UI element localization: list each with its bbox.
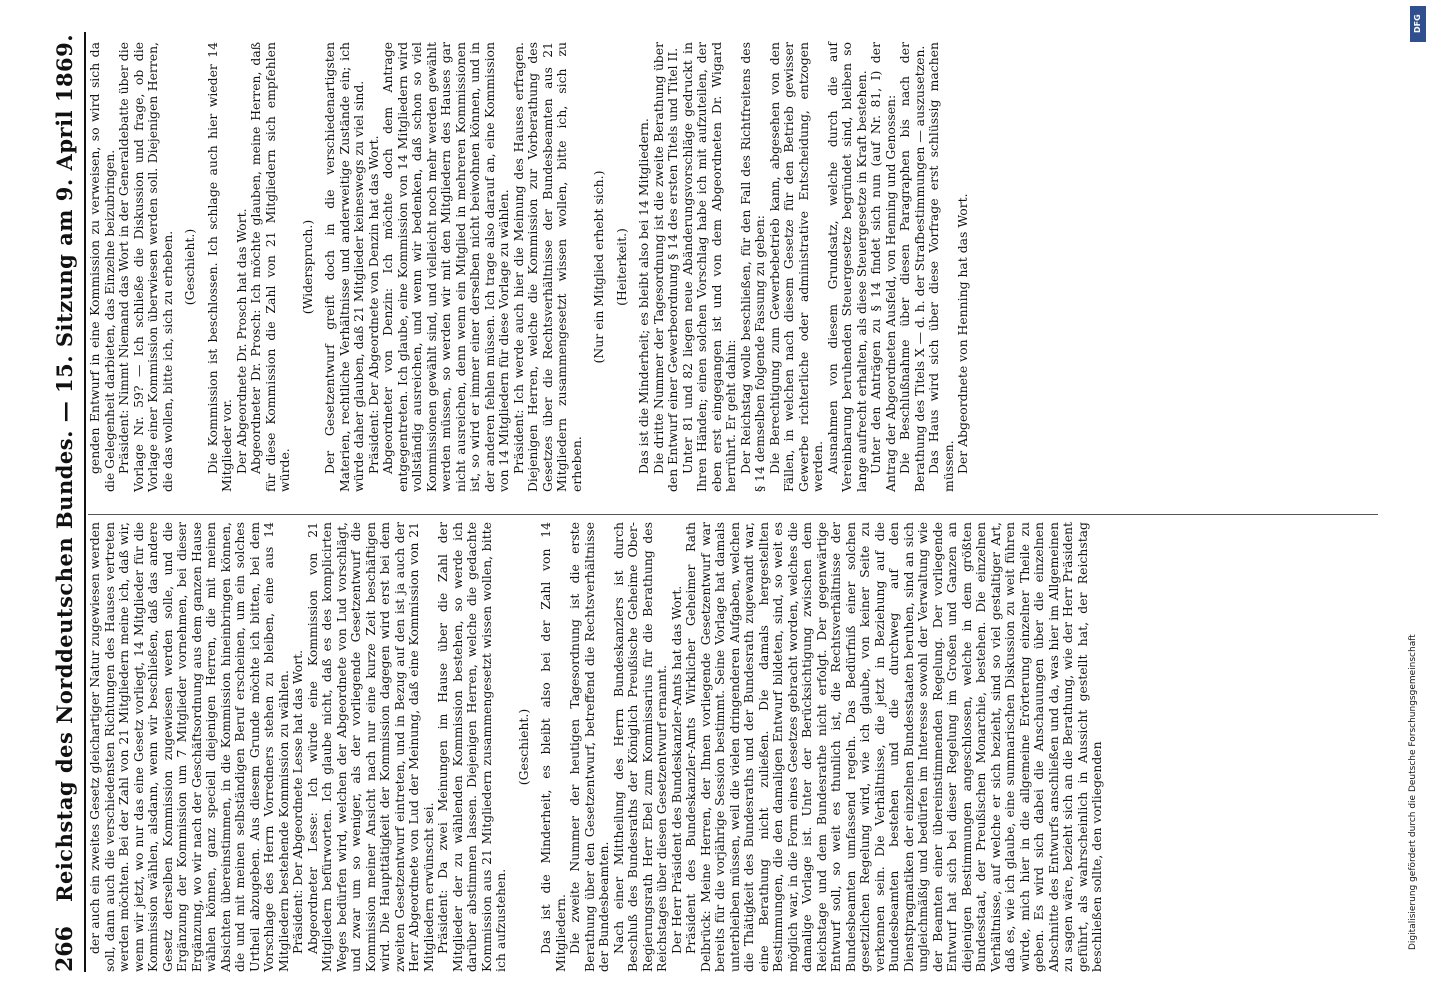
paragraph: Der Herr Präsident des Bundeskanzler-Amts hat das Wort.: [668, 585, 684, 954]
stage-direction: (Geschieht.): [182, 228, 197, 306]
running-title: Reichstag des Norddeutschen Bundes. — 15. Sitzung am 9. April 1869.: [52, 33, 77, 902]
paragraph: Das Haus wird sich über diese Vorfrage erst schlüssig machen müssen.: [926, 42, 956, 492]
paragraph: der auch ein zweites Gesetz gleichartiger Natur zugewiesen werden soll, dann auch die verschiedensten Richtungen des Hauses vertreten werden möchten. Bei der Zahl von 21 Mitgliedern meine ich, daß wir, wenn wir jetzt, wo nur das eine Gesetz vorliegt, 14 Mitglieder für die Kommission wählen, alsdann, wenn wir beschließen, daß das andere Gesetz derselben Kommission zugewiesen werden solle, und die Ergänzung der Kommission um 7 Mitglieder vornehmen, bei dieser Ergänzung, wo wir nach der Geschäftsordnung aus dem ganzen Hause wählen können, ganz speciell diejenigen Herren, die mit meinen Absichten übereinstimmen, in die Kommission hineinbringen können, die und mit meinen selbständigen Beruf erscheinen, um ein solches Urtheil abzugeben. Aus diesem Grunde möchte ich bitten, bei dem Vorschlage des Herrn Vorredners stehen zu bleiben, eine aus 14 Mitgliedern bestehende Kommission zu wählen.: [87, 522, 291, 972]
stage-direction: (Geschieht.): [515, 708, 531, 786]
page-header: [48, 32, 86, 972]
paragraph: Die Beschlußnahme über diesen Paragraphen bis nach der Berathung des Titels X — d. h. der Strafbestimmungen — auszusetzen.: [897, 42, 927, 492]
column-divider: [88, 514, 1378, 515]
paragraph: Präsident: Da zwei Meinungen im Hause über die Zahl der Mitglieder der zu wählenden Kommission bestehen, so werde ich darüber abstimmen lassen. Diejenigen Herren, welche die gedachte Kommission aus 21 Mitgliedern zusammengesetzt wissen wollen, bitte ich aufzustehen.: [435, 522, 508, 972]
paragraph: Präsident: Der Abgeordnete von Denzin hat das Wort.: [365, 135, 381, 474]
page-number: 266: [52, 926, 78, 972]
paragraph: Abgeordneter von Denzin: Ich möchte doch dem Antrage entgegentreten. Ich glaube, eine Kommission von 14 Mitgliedern wird vollständig ausreichen, und wenn wir bedenken, daß schon so viel Kommissionen gewählt sind, und vielleicht noch mehr werden gewählt werden müssen, so werden wir mit den Mitgliedern des Hauses gar nicht ausreichen, denn wenn ein Mitglied in mehreren Kommissionen ist, so wird er immer einer derselben nicht beiwohnen können, und in der anderen fehlen müssen. Ich trage also darauf an, eine Kommission von 14 Mitgliedern für diese Vorlage zu wählen.: [380, 42, 511, 492]
paragraph: Die Kommission ist beschlossen. Ich schlage auch hier wieder 14 Mitglieder vor.: [204, 42, 234, 492]
paragraph: genden Entwurf in eine Kommission zu verweisen, so wird sich da die Gelegenheit darbieten, das Einzelne beizubringen.: [87, 42, 117, 492]
paragraph: Der Abgeordnete Dr. Prosch hat das Wort.: [233, 208, 249, 474]
paragraph: Präsident: Nimmt Niemand das Wort in der Generaldebatte über die Vorlage Nr. 59? — Ich schließe die Diskussion und frage, ob die Vorlage einer Kommission überwiesen werden soll. Diejenigen Herren, die das wollen, bitte ich, sich zu erheben.: [116, 42, 175, 492]
paragraph: Die zweite Nummer der heutigen Tagesordnung ist die erste Berathung über den Gesetzentwurf, betreffend die Rechtsverhältnisse der Bundesbeamten.: [567, 522, 611, 972]
paragraph: Das ist die Minderheit, es bleibt also bei der Zahl von 14 Mitgliedern.: [538, 522, 568, 972]
paragraph: Der Reichstag wolle beschließen, für den Fall des Richtfreitens des § 14 demselben folgende Fassung zu geben:: [737, 42, 767, 492]
paragraph: Der Abgeordnete von Henning hat das Wort.: [955, 193, 970, 474]
dfg-logo: DFG: [1410, 6, 1426, 42]
paragraph: Der Gesetzentwurf greift doch in die verschiedenartigsten Materien, rechtliche Verhältnisse und anderweitige Zustände ein; ich würde daher glauben, daß 21 Mitglieder keineswegs zu viel sind.: [322, 42, 366, 492]
paragraph: Abgeordneter Dr. Prosch: Ich möchte glauben, meine Herren, daß für diese Kommission die Zahl von 21 Mitgliedern sich empfehlen würde.: [248, 42, 292, 492]
digitization-credit: Digitalisierung gefördert durch die Deutsche Forschungsgemeinschaft: [1408, 634, 1418, 950]
paragraph: Unter 81 und 82 liegen neue Abänderungsvorschläge gedruckt in Ihren Händen; einen solchen Vorschlag habe ich mit aufzuteilen, der eben erst eingegangen ist und von dem Abgeordneten Dr. Wigard herrührt. Er geht dahin:: [679, 42, 738, 492]
stage-direction: (Nur ein Mitglied erhebt sich.): [591, 170, 606, 364]
paragraph: Präsident: Ich werde auch hier die Meinung des Hauses erfragen. Diejenigen Herren, welche die Kommission zur Vorberathung des Gesetzes über die Rechtsverhältnisse der Bundesbeamten aus 21 Mitgliedern zusammengesetzt wissen wollen, bitte ich, sich zu erheben.: [510, 42, 584, 492]
paragraph: Das ist die Minderheit; es bleibt also bei 14 Mitgliedern.: [636, 118, 651, 474]
paragraph: Die Berechtigung zum Gewerbebetrieb kann, abgesehen von den Fällen, in welchen nach diesem Gesetze für den Betrieb gewisser Gewerbe richterliche oder administrative Entscheidung, entzogen werden.: [766, 42, 825, 492]
paragraph: Die dritte Nummer der Tagesordnung ist die zweite Berathung über den Entwurf einer Gewerbeordnung § 14 des ersten Titels und Titel II.: [650, 42, 680, 492]
paragraph: Abgeordneter Lesse: Ich würde eine Kommission von 21 Mitgliedern befürworten. Ich glaube nicht, daß es des komplicirten Weges bedürfen wird, welchen der Abgeordnete von Lud vorschlägt, und zwar um so weniger, als der vorliegende Gesetzentwurf die Kommission meiner Ansicht nach nur eine kurze Zeit beschäftigen wird. Die Haupttätigkeit der Kommission dagegen wird erst bei dem zweiten Gesetzentwurf eintreten, und in Bezug auf den ist ja auch der Herr Abgeordnete von Lud der Meinung, daß eine Kommission von 21 Mitgliedern erwünscht sei.: [304, 522, 436, 972]
paragraph: Präsident des Bundeskanzler-Amts Wirklicher Geheimer Rath Delbrück: Meine Herren, der Ihnen vorliegende Gesetzentwurf war bereits für die vorjährige Session bestimmt. Seine Vorlage hat damals unterbleiben müssen, weil die vielen dringenderen Aufgaben, welchen die Thätigkeit des Bundesraths und der Bundesrath zugewandt war, eine Berathung nicht zuließen. Die damals hergestellten Bestimmungen, die den damaligen Entwurf bildeten, sind, so weit es möglich war, in die Form eines Gesetzes gebracht worden, welches die damalige Vorlage ist. Unter der Berücksichtigung zwischen dem Reichstage und dem Bundesrathe nicht erfolgt. Der gegenwärtige Entwurf soll, so weit es thunlich ist, die Rechtsverhältnisse der Bundesbeamten umfassend regeln. Das Bedürfniß einer solchen gesetzlichen Regelung wird, wie ich glaube, von keiner Seite zu verkennen sein. Die Verhältnisse, die jetzt in Beziehung auf die Bundesbeamten bestehen und die durchweg auf den Dienstpragmatiken der einzelnen Bundesstaaten beruhen, sind an sich ungleichmäßig und bedürfen im Interesse sowohl der Verwaltung wie der Beamten einer übereinstimmenden Regelung. Der vorliegende Entwurf hat sich bei dieser Regelung im Großen und Ganzen an diejenigen Bestimmungen angeschlossen, welche in dem größten Bundesstaat, der Preußischen Monarchie, bestehen. Die einzelnen Verhältnisse, auf welche er sich bezieht, sind so viel gestaltiger Art, daß es, wie ich glaube, eine summarischen Diskussion zu weit führen würde, mich hier in die allgemeine Erörterung einzelner Theile zu geben. Es wird sich dabei die Anschauungen über die einzelnen Abschnitte des Entwurfs anschließen und da, was hier im Allgemeinen zu sagen wäre, bezieht sich an die Berathung, wie der Herr Präsident geführt, als wahrscheinlich in Aussicht gestellt hat, der Reichstag beschließen sollte, den vorliegenden: [683, 522, 1104, 972]
paragraph: Unter den Anträgen zu § 14 findet sich nun (auf Nr. 81, I) der Antrag der Abgeordneten Ausfeld, von Henning und Genossen:: [868, 42, 898, 492]
stage-direction: (Heiterkeit.): [613, 228, 629, 306]
paragraph: Nach einer Mittheilung des Herrn Bundeskanzlers ist durch Beschluß des Bundesraths der Königlich Preußische Geheime Ober-Regierungsrath Herr Ebel zum Kommissarius für die Berathung des Reichstages über diesen Gesetzentwurf ernannt.: [610, 522, 669, 972]
left-column: [88, 522, 1105, 972]
right-column: [88, 42, 971, 492]
paragraph: Ausnahmen von diesem Grundsatz, welche durch die auf Vereinbarung beruhenden Steuergesetze begründet sind, bleiben so lange aufrecht erhalten, als diese Steuergesetze in Kraft bestehen.: [824, 42, 869, 492]
stage-direction: (Widerspruch.): [299, 219, 315, 315]
paragraph: Präsident: Der Abgeordnete Lesse hat das Wort.: [290, 649, 305, 954]
